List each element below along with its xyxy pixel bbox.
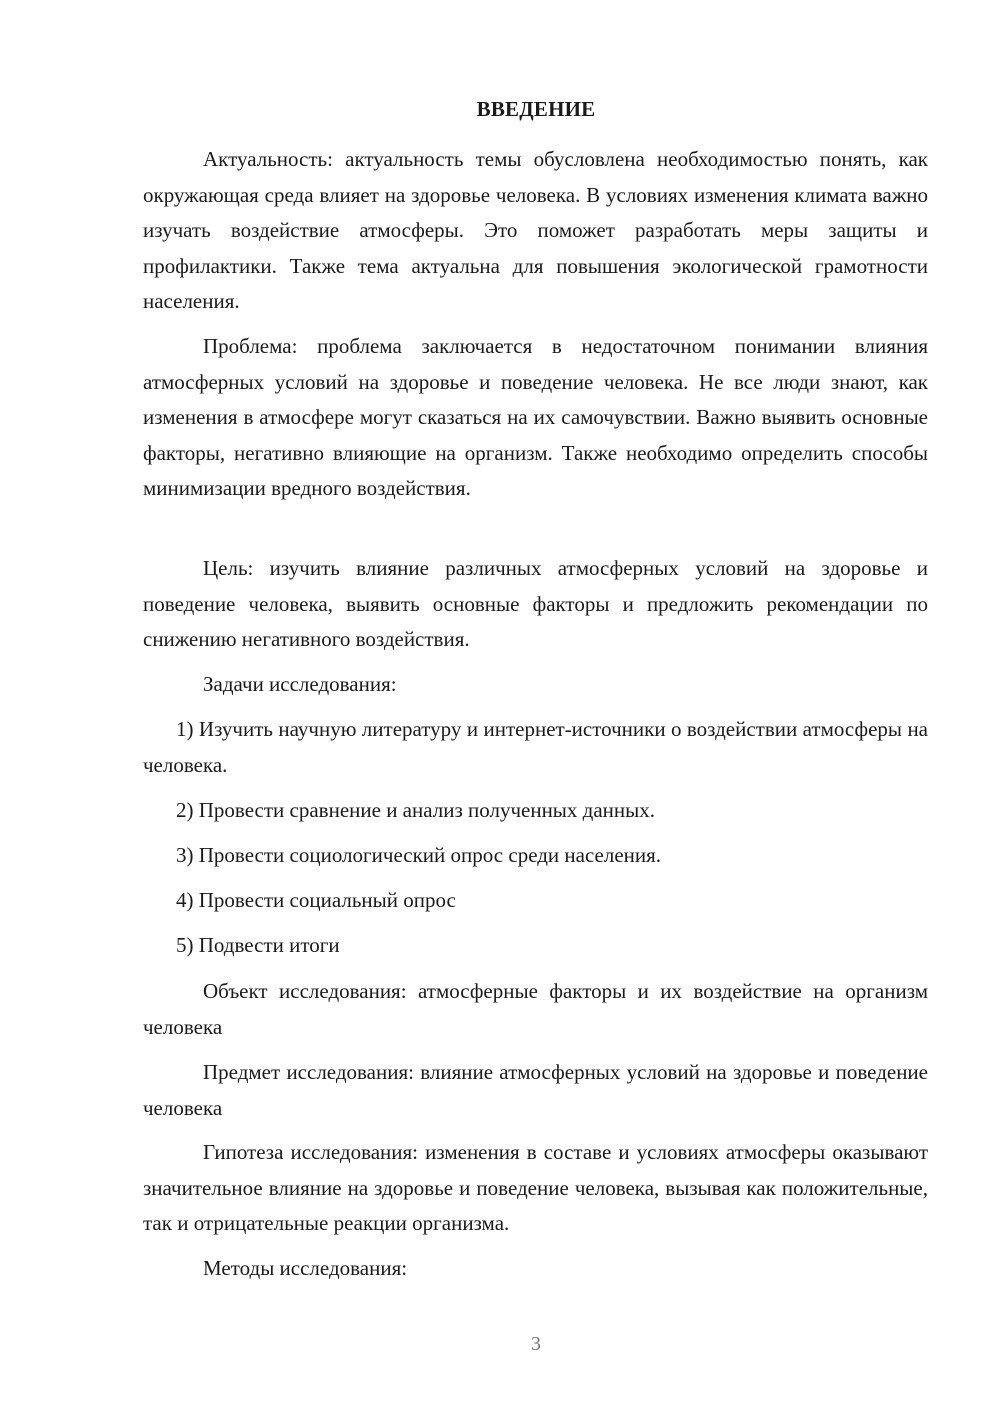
paragraph-goal: Цель: изучить влияние различных атмосферных условий на здоровье и поведение человека, выявить основные факторы и предложить рекомендации по снижению негативного воздействия. xyxy=(143,556,928,651)
paragraph-subject: Предмет исследования: влияние атмосферных условий на здоровье и поведение человека xyxy=(143,1060,928,1120)
task-item-3: 3) Провести социологический опрос среди населения. xyxy=(176,843,662,867)
tasks-heading: Задачи исследования: xyxy=(203,672,397,696)
paragraph-relevance: Актуальность: актуальность темы обусловлена необходимостью понять, как окружающая среда влияет на здоровье человека. В условиях изменения климата важно изучать воздействие атмосферы. Это поможет разработать меры защиты и профилактики. Также тема актуальна для повышения экологической грамотности населения. xyxy=(143,147,928,313)
paragraph-hypothesis: Гипотеза исследования: изменения в составе и условиях атмосферы оказывают значительное влияние на здоровье и поведение человека, вызывая как положительные, так и отрицательные реакции организма. xyxy=(143,1140,928,1235)
task-item-4: 4) Провести социальный опрос xyxy=(176,888,456,912)
methods-heading: Методы исследования: xyxy=(203,1256,408,1280)
task-item-2: 2) Провести сравнение и анализ полученных данных. xyxy=(176,798,656,822)
paragraph-problem: Проблема: проблема заключается в недостаточном понимании влияния атмосферных условий на здоровье и поведение человека. Не все люди знают, как изменения в атмосфере могут сказаться на их самочувствии. Важно выявить основные факторы, негативно влияющие на организм. Также необходимо определить способы минимизации вредного воздействия. xyxy=(143,334,928,500)
page-number: 3 xyxy=(531,1333,541,1355)
paragraph-object: Объект исследования: атмосферные факторы и их воздействие на организм человека xyxy=(143,979,928,1039)
task-item-5: 5) Подвести итоги xyxy=(176,933,340,957)
task-item-1: 1) Изучить научную литературу и интернет-источники о воздействии атмосферы на человека. xyxy=(143,717,928,777)
section-heading: ВВЕДЕНИЕ xyxy=(476,97,596,121)
